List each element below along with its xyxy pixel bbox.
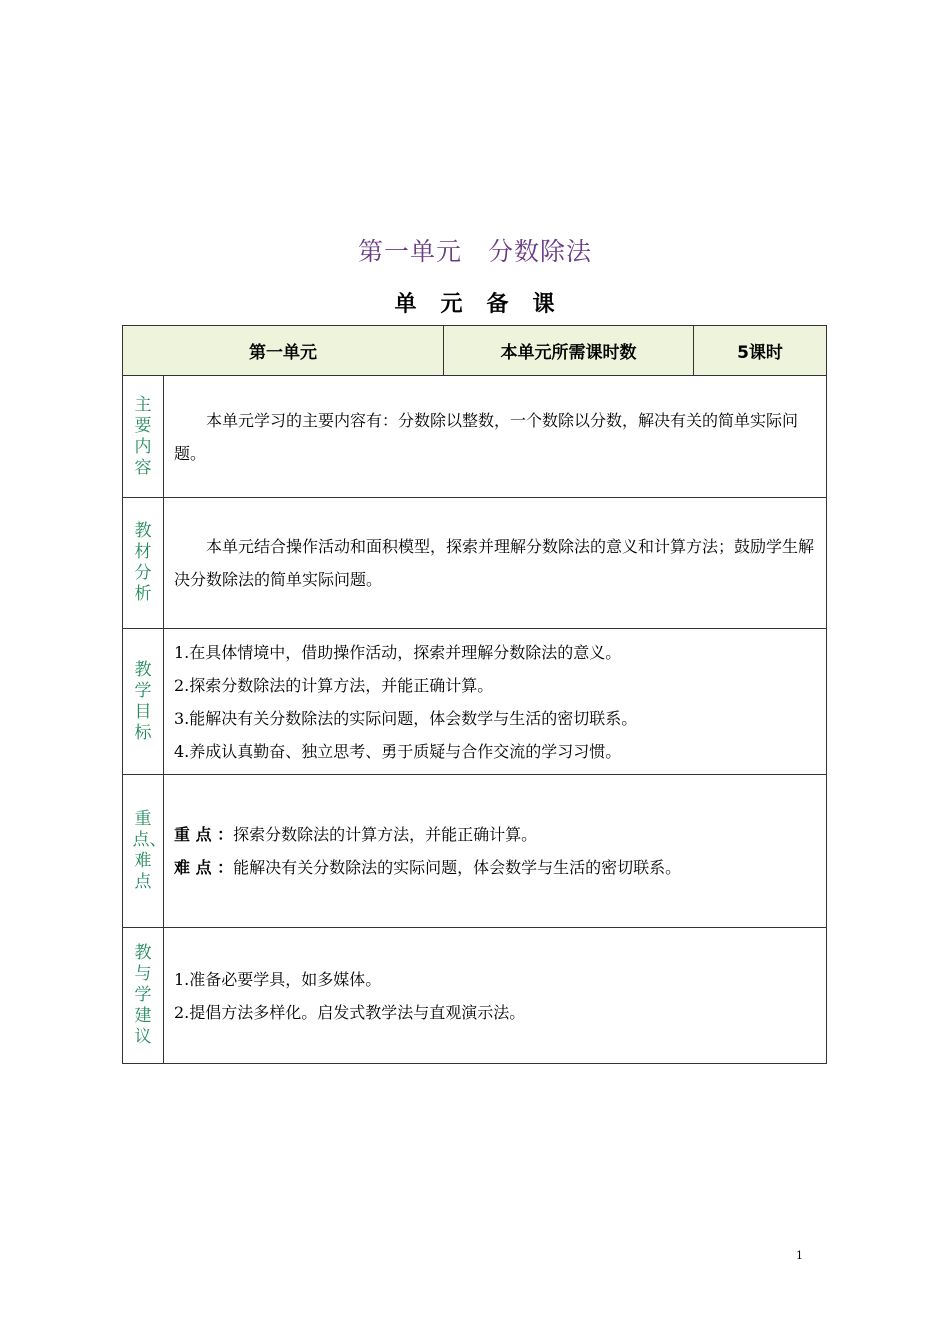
key-point-text: 探索分数除法的计算方法，并能正确计算。 [233, 825, 538, 844]
material-analysis-cell [164, 498, 827, 629]
main-content-cell [164, 376, 827, 498]
key-points-label: 重点、难点 [123, 775, 164, 928]
key-point-line [174, 818, 818, 851]
objective-item: 1.在具体情境中，借助操作活动，探索并理解分数除法的意义。 [174, 642, 622, 662]
key-point-label: 重 点 ： [174, 825, 234, 844]
suggestion-item: 2.提倡方法多样化。启发式教学法与直观演示法。 [174, 1002, 526, 1022]
objective-item: 4.养成认真勤奋、独立思考、勇于质疑与合作交流的学习习惯。 [174, 741, 622, 761]
suggestions-row [123, 928, 827, 1064]
key-points-cell [164, 775, 827, 928]
unit-name-cell: 第一单元 [123, 326, 444, 376]
difficulty-text: 能解决有关分数除法的实际问题，体会数学与生活的密切联系。 [233, 858, 682, 877]
material-analysis-text: 本单元结合操作活动和面积模型，探索并理解分数除法的意义和计算方法；鼓励学生解决分数除法的简单实际问题。 [174, 537, 815, 589]
main-content-row [123, 376, 827, 498]
unit-plan-table [122, 325, 827, 1064]
header-row [123, 326, 827, 376]
key-points-row [123, 775, 827, 928]
page-number: 1 [796, 1249, 803, 1262]
lesson-plan-subtitle: 单 元 备 课 [394, 292, 556, 317]
material-analysis-row [123, 498, 827, 629]
objectives-cell [164, 629, 827, 775]
suggestions-label: 教与学建议 [123, 928, 164, 1064]
objective-item: 2.探索分数除法的计算方法，并能正确计算。 [174, 675, 494, 695]
main-content-text: 本单元学习的主要内容有：分数除以整数，一个数除以分数，解决有关的简单实际问题。 [174, 410, 799, 463]
main-content-label: 主要内容 [123, 376, 164, 498]
objective-item: 3.能解决有关分数除法的实际问题，体会数学与生活的密切联系。 [174, 708, 638, 728]
suggestions-cell [164, 928, 827, 1064]
hours-value-cell: 5课时 [694, 326, 827, 376]
difficulty-line [174, 851, 818, 884]
unit-title: 第一单元 分数除法 [357, 237, 592, 266]
objectives-label: 教学目标 [123, 629, 164, 775]
material-analysis-label: 教材分析 [123, 498, 164, 629]
suggestion-item: 1.准备必要学具，如多媒体。 [174, 969, 382, 989]
hours-label-cell: 本单元所需课时数 [444, 326, 694, 376]
difficulty-label: 难 点 ： [174, 858, 234, 877]
objectives-row [123, 629, 827, 775]
